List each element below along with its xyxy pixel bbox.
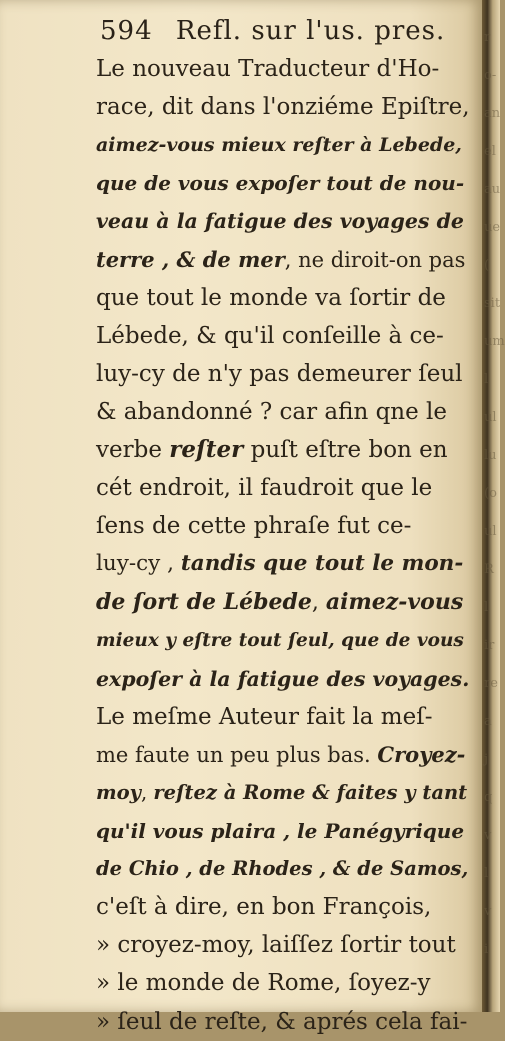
- text-line: [96, 126, 470, 164]
- text-line: [96, 660, 470, 698]
- bleed-fragment: re: [484, 676, 498, 691]
- bleed-fragment: a: [484, 714, 492, 729]
- bleed-fragment: ul: [484, 410, 497, 425]
- text-run: Lébede, & qu'il conſeille à ce-: [96, 322, 444, 349]
- text-run: me faute un peu plus bas.: [96, 742, 378, 767]
- text-line: [96, 698, 470, 736]
- text-line: [96, 431, 470, 469]
- italic-quote: aimez-vous mieux reſter à Lebede,: [96, 134, 462, 157]
- bleed-fragment: l: [484, 600, 489, 615]
- bleed-fragment: um: [484, 334, 505, 349]
- page-number: 594: [100, 16, 153, 46]
- bleed-fragment: au: [484, 182, 501, 197]
- text-run: » ſeul de reſte, & aprés cela fai-: [96, 1008, 468, 1035]
- italic-quote: moy: [96, 780, 141, 804]
- text-line: [96, 1003, 470, 1041]
- italic-quote: reſter: [169, 436, 244, 463]
- bleed-fragment: sit: [484, 296, 501, 311]
- facing-page-fragments: [482, 0, 505, 1012]
- text-run: , ne diroit-on pas: [284, 247, 466, 272]
- bleed-fragment: ir: [484, 638, 495, 653]
- bleed-fragment: an: [484, 106, 501, 121]
- text-run: Le meſme Auteur fait la meſ-: [96, 703, 433, 730]
- text-line: [96, 355, 470, 393]
- text-line: [96, 88, 470, 126]
- text-line: [96, 736, 470, 774]
- bleed-fragment: v: [484, 828, 492, 843]
- text-line: [96, 812, 470, 850]
- text-line: [96, 850, 470, 888]
- bleed-fragment: l: [484, 372, 489, 387]
- italic-quote: veau à la fatigue des voyages de: [96, 209, 464, 234]
- bleed-fragment: v: [484, 904, 492, 919]
- text-run: luy-cy de n'y pas demeurer ſeul: [96, 360, 463, 387]
- text-run: cét endroit, il faudroit que le: [96, 475, 433, 502]
- text-line: [96, 888, 470, 926]
- bleed-fragment: q: [484, 790, 493, 805]
- text-line: [96, 202, 470, 240]
- text-run: race, dit dans l'onziéme Epiſtre,: [96, 94, 470, 121]
- italic-quote: tandis que tout le mon-: [180, 551, 464, 577]
- text-run: ,: [140, 780, 154, 804]
- text-run: que tout le monde va ſortir de: [96, 284, 446, 311]
- bleed-fragment: i: [484, 942, 489, 957]
- italic-quote: reſtez à Rome & faites y tant: [153, 780, 468, 804]
- italic-quote: Croyez-: [377, 741, 466, 767]
- text-line: [96, 964, 470, 1002]
- text-run: ſens de cette phraſe fut ce-: [96, 513, 412, 540]
- text-line: [96, 469, 470, 507]
- italic-quote: qu'il vous plaira , le Panégyrique: [96, 819, 465, 843]
- bleed-fragment: (o: [484, 486, 497, 501]
- running-title: Refl. sur l'us. pres.: [175, 16, 446, 46]
- text-line: [96, 241, 470, 279]
- bleed-fragment: (: [484, 258, 490, 273]
- bleed-fragment: o-: [484, 68, 497, 83]
- italic-quote: mieux y eſtre tout ſeul, que de vous: [96, 629, 464, 651]
- text-line: [96, 507, 470, 545]
- text-line: [96, 164, 470, 202]
- italic-quote: expoſer à la fatigue des voyages.: [96, 666, 470, 691]
- text-run: » le monde de Rome, ſoyez-y: [96, 970, 431, 997]
- text-line: [96, 393, 470, 431]
- text-run: c'eſt à dire, en bon François,: [96, 894, 432, 921]
- text-run: Le nouveau Traducteur d'Ho-: [96, 56, 440, 82]
- text-run: & abandonné ? car afin qne le: [96, 398, 448, 425]
- bleed-fragment: ue: [484, 220, 501, 235]
- bleed-fragment: r: [484, 30, 491, 45]
- bleed-fragment: ul: [484, 524, 497, 539]
- text-run: ,: [311, 590, 326, 616]
- italic-quote: de Chio , de Rhodes , & de Samos,: [96, 857, 469, 881]
- text-run: puſt eſtre bon en: [243, 437, 448, 463]
- italic-quote: de ſort de Lébede: [96, 589, 312, 616]
- text-line: [96, 279, 470, 317]
- text-line: [96, 583, 470, 621]
- italic-quote: que de vous expoſer tout de nou-: [96, 171, 465, 196]
- bleed-fragment: lu: [484, 448, 497, 463]
- bleed-fragment: R: [484, 562, 494, 577]
- text-line: [96, 317, 470, 355]
- bleed-fragment: el: [484, 144, 496, 159]
- italic-quote: aimez-vous: [325, 589, 464, 616]
- text-run: » croyez-moy, laiſſez ſortir tout: [96, 932, 456, 959]
- bleed-fragment: l: [484, 866, 489, 881]
- text-line: [96, 50, 470, 88]
- text-line: [96, 545, 470, 583]
- text-line: [96, 774, 470, 812]
- text-line: [96, 622, 470, 660]
- bleed-fragment: j: [484, 752, 489, 767]
- text-run: luy-cy ,: [96, 551, 181, 577]
- italic-quote: terre , & de mer: [96, 246, 285, 272]
- text-run: verbe: [96, 437, 170, 463]
- text-line: [96, 926, 470, 964]
